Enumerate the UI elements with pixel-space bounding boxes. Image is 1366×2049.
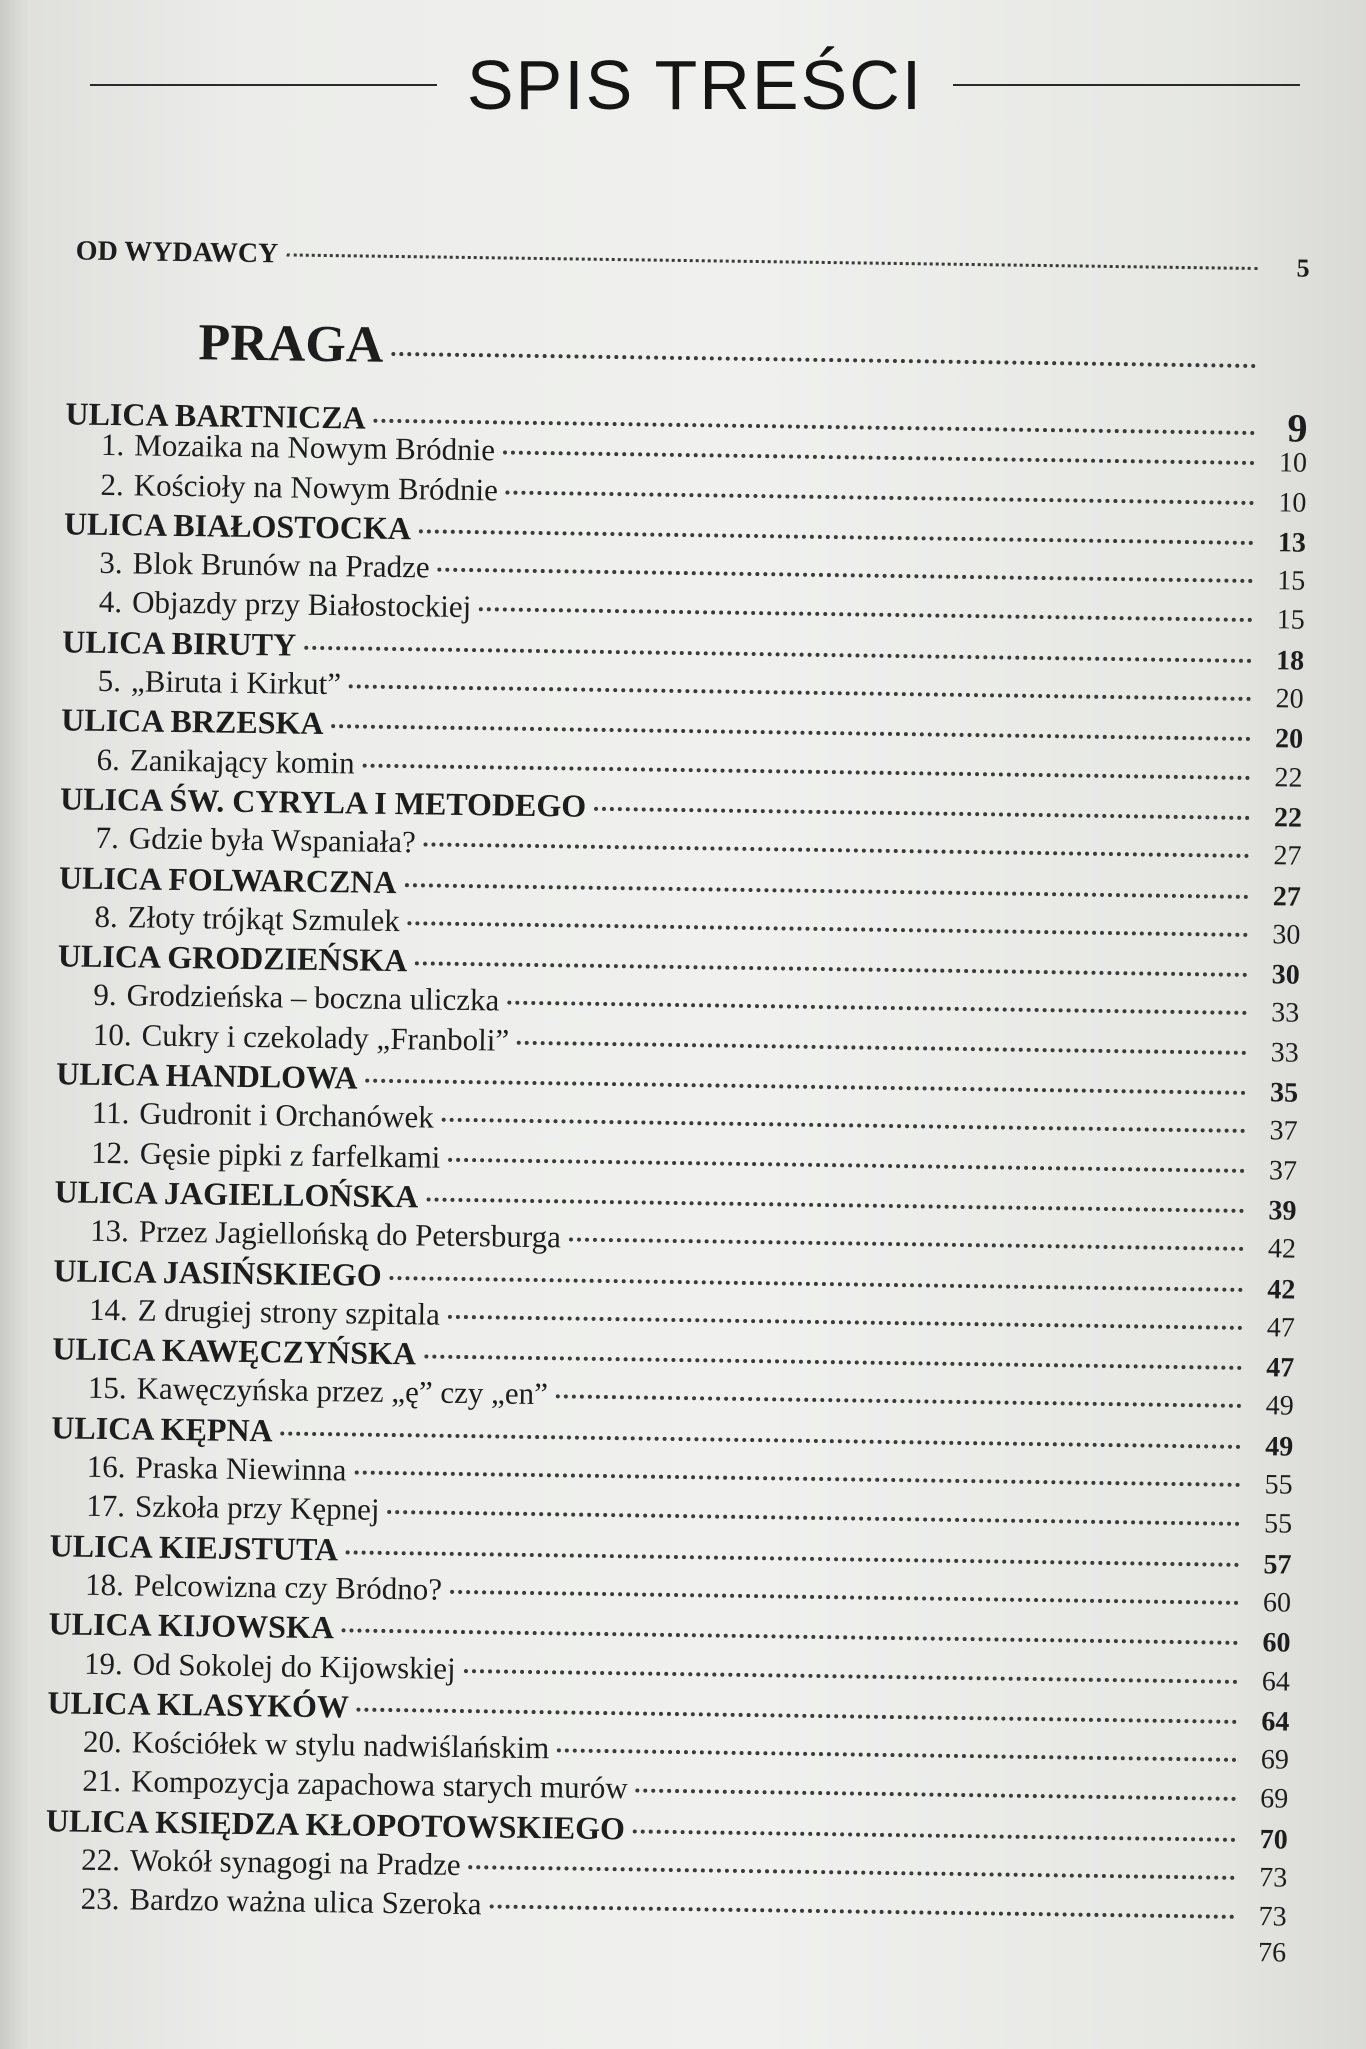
toc-entry-title: ULICA GRODZIEŃSKA [57,937,408,979]
toc-entry-title: Z drugiej strony szpitala [137,1292,441,1332]
dot-leader [464,1669,1238,1684]
toc-entry-title: ULICA KĘPNA [51,1408,273,1449]
toc-entry-title: ULICA KSIĘDZA KŁOPOTOWSKIEGO [45,1801,626,1847]
toc-entry-title: Szkoła przy Kępnej [134,1488,380,1528]
toc-entry-number: 15. [87,1370,127,1406]
dot-leader [390,1276,1244,1292]
toc-entry-title: ULICA BRZESKA [60,701,324,742]
toc-entry-number: 17. [86,1488,126,1524]
toc-page-number: 22 [1274,761,1303,794]
toc-entry-number: 4. [98,584,123,620]
toc-page-number: 64 [1261,1665,1291,1698]
toc-page-number: 18 [1275,645,1305,677]
toc-entry-title: Przez Jagiellońską do Petersburga [138,1213,562,1255]
toc-entry-title: Grodzieńska – boczna uliczka [126,977,500,1018]
dot-leader [517,1040,1247,1054]
toc-entry-title: Wokół synagogi na Pradze [129,1842,461,1883]
dot-leader [419,529,1254,545]
toc-entry-number: 21. [82,1763,122,1799]
dot-leader [503,451,1255,465]
dot-leader [346,1550,1240,1566]
dot-leader [448,1157,1245,1172]
toc-entry-title: Kościoły na Nowym Bródnie [133,466,499,508]
toc-entry-title: Kawęczyńska przez „ę” czy „en” [136,1370,549,1412]
dot-leader [349,684,1252,701]
toc-entry-number: 20. [82,1723,122,1760]
dot-leader [448,1315,1243,1330]
page-title: SPIS TREŚCI [466,46,924,124]
toc-page-number: 30 [1271,959,1301,991]
toc-page-number: 42 [1267,1233,1297,1265]
toc-entry-number: 7. [95,820,120,856]
toc-entry-number: 8. [94,898,118,935]
dot-leader [391,352,1256,368]
toc-entry-number: 16. [86,1448,126,1485]
toc-entry-number: 3. [99,545,123,581]
toc-entry-title: Pelcowizna czy Bródno? [133,1567,443,1607]
toc-entry-title: ULICA BIRUTY [62,623,297,663]
toc-page-number: 22 [1273,802,1303,834]
toc-entry-title: Bardzo ważna ulica Szeroka [129,1881,482,1922]
toc-page-number: 55 [1263,1508,1293,1540]
toc-entry-title: ULICA KIEJSTUTA [49,1526,339,1567]
toc-page-number: 20 [1275,683,1304,715]
toc-entry-number: 2. [100,466,125,502]
header-rule-right [953,84,1300,86]
toc-page-number: 55 [1264,1469,1293,1501]
toc-entry-title: Kościółek w stylu nadwiślańskim [131,1724,550,1766]
toc-page-number: 57 [1263,1548,1292,1581]
dot-leader [556,1395,1242,1409]
toc-page-number: 10 [1278,486,1307,519]
table-of-contents [16,235,1310,1976]
toc-page-number: 76 [1257,1936,1287,1969]
toc-entry-title: „Biruta i Kirkut” [130,663,342,702]
toc-entry-title: ULICA BIAŁOSTOCKA [63,505,412,547]
toc-entry-title: Cukry i czekolady „Franboli” [141,1017,510,1058]
toc-page-number: 5 [1296,253,1310,283]
dot-leader [404,883,1248,899]
dot-leader [426,1197,1244,1212]
toc-page-number: 60 [1262,1627,1291,1659]
toc-page-number: 73 [1258,1862,1288,1894]
toc-entry-title: ULICA HANDLOWA [56,1055,358,1096]
dot-leader [506,490,1255,504]
dot-leader [286,253,1257,270]
toc-page-number: 33 [1270,1037,1299,1069]
toc-entry-number: 9. [93,977,117,1013]
dot-leader [594,807,1250,820]
toc-entry-title: ULICA KAWĘCZYŃSKA [52,1330,417,1372]
toc-entry-title: ULICA BARTNICZA [65,395,366,436]
toc-entry-number: 6. [96,741,121,777]
toc-entry-title: Praska Niewinna [135,1449,347,1488]
dot-leader [366,1079,1247,1095]
dot-leader [331,724,1251,741]
toc-entry-number: 5. [97,662,122,699]
dot-leader [469,1865,1236,1880]
dot-leader [557,1748,1237,1761]
toc-page-number: 30 [1272,919,1301,951]
toc-entry-title: OD WYDAWCY [75,235,279,270]
dot-leader [304,646,1252,663]
toc-page-number: 69 [1260,1744,1290,1776]
toc-page-number: 49 [1265,1390,1294,1423]
toc-entry-title: PRAGA [198,314,384,374]
toc-entry-number: 22. [81,1841,121,1878]
dot-leader [569,1238,1244,1251]
toc-entry-number: 23. [80,1881,120,1917]
toc-entry-title: ULICA KIJOWSKA [48,1605,335,1646]
toc-entry-title: Objazdy przy Białostockiej [131,584,472,625]
dot-leader [450,1590,1239,1605]
toc-entry-title: ULICA KLASYKÓW [47,1684,350,1725]
toc-entry-title: Kompozycja zapachowa starych murów [130,1763,629,1806]
toc-page-number: 10 [1278,447,1308,480]
toc-entry-title: ULICA ŚW. CYRYLA I METODEGO [59,780,587,824]
dot-leader [424,1355,1242,1370]
toc-page-number: 37 [1269,1115,1298,1147]
toc-entry-number: 18. [84,1566,125,1603]
toc-page-number: 9 [1287,405,1308,451]
header-rule-left [90,84,437,86]
toc-page-number: 35 [1269,1077,1299,1109]
toc-page-number: 39 [1268,1195,1297,1227]
dot-leader [438,568,1254,583]
toc-page-number: 47 [1266,1352,1295,1384]
toc-entry-title: ULICA JASIŃSKIEGO [53,1251,382,1293]
toc-page-number: 42 [1267,1273,1296,1306]
toc-entry-number: 19. [83,1645,124,1681]
toc-page-number: 33 [1271,997,1300,1030]
dot-leader [363,763,1251,779]
toc-entry-title: Gdzie była Wspaniała? [128,820,416,860]
toc-page-number: 64 [1261,1705,1290,1738]
toc-entry-title: Blok Brunów na Pradze [132,545,430,585]
spacer [80,1944,1242,1960]
toc-entry-number: 14. [88,1291,128,1328]
toc-header [90,30,1300,140]
toc-entry-title: Złoty trójkąt Szmulek [127,899,401,938]
dot-leader [424,843,1250,859]
toc-page-number: 20 [1274,723,1304,756]
dot-leader [636,1789,1237,1801]
dot-leader [489,1905,1234,1919]
dot-leader [633,1829,1236,1841]
toc-entry-title: Mozaika na Nowym Bródnie [134,427,496,468]
toc-page-number: 37 [1268,1154,1298,1187]
dot-leader [408,921,1249,937]
toc-page-number: 15 [1276,604,1305,637]
toc-entry-title: Od Sokolej do Kijowskiej [132,1645,456,1686]
dot-leader [281,1431,1242,1448]
dot-leader [507,1001,1247,1015]
toc-page-number: 60 [1262,1587,1292,1619]
dot-leader [357,1707,1238,1723]
toc-page-number: 69 [1260,1783,1289,1815]
toc-entry-title: ULICA JAGIELLOŃSKA [54,1173,419,1215]
toc-entry-number: 11. [91,1095,130,1131]
toc-entry-number: 13. [89,1213,130,1249]
dot-leader [479,608,1253,623]
dot-leader [342,1629,1239,1646]
toc-entry-number: 10. [92,1016,132,1053]
toc-entry-title: ULICA FOLWARCZNA [58,858,397,900]
dot-leader [442,1118,1246,1133]
toc-entry-number: 1. [100,427,125,463]
toc-entry-title: Gudronit i Orchanówek [139,1095,435,1135]
toc-page-number: 73 [1258,1901,1287,1933]
toc-page-number: 70 [1259,1823,1288,1856]
toc-page-number: 27 [1272,880,1302,913]
dot-leader [387,1510,1240,1526]
toc-page-number: 13 [1277,527,1307,559]
toc-page-number [1264,374,1308,375]
dot-leader [415,961,1248,977]
dot-leader [354,1471,1240,1487]
toc-entry-title: Zanikający komin [129,741,355,781]
toc-entry-number: 12. [90,1134,131,1170]
toc-page-number: 49 [1264,1430,1294,1463]
toc-entry-title: Gęsie pipki z farfelkami [139,1135,441,1175]
toc-page-number: 15 [1277,565,1306,597]
toc-page-number: 47 [1266,1312,1296,1344]
toc-page-number: 27 [1273,840,1302,872]
